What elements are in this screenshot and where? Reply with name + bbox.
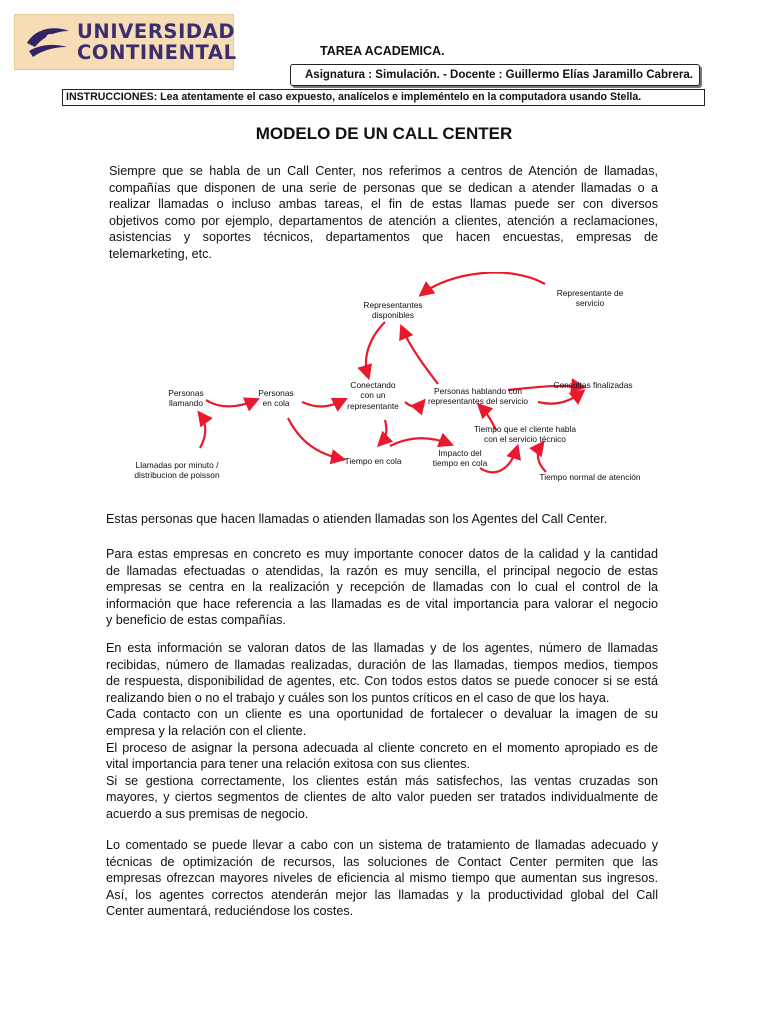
diagram-label-line: Personas — [168, 388, 204, 398]
text-line: técnicas de optimización de recursos, las soluciones de Contact Center permiten que las — [106, 854, 658, 869]
paragraph-datos — [106, 546, 658, 629]
text-line: empresas ofrezcan mayores niveles de eficiencia al mismo tiempo que aumentan sus ingresos. — [106, 871, 658, 886]
text-line: Para estas empresas en concreto es muy importante conocer datos de la calidad y la cantidad — [106, 547, 658, 561]
diagram-label-line: Tiempo que el cliente habla — [473, 424, 577, 434]
text-line: El proceso de asignar la persona adecuada al cliente concreto en el momento apropiado es de — [106, 740, 658, 755]
text-line: compañías que disponen de una serie de personas que se dedican a atender llamadas o a — [109, 180, 658, 195]
text-line: En esta información se valoran datos de las llamadas y de los agentes, número de llamadas — [106, 641, 658, 655]
paragraph-informacion — [106, 640, 658, 823]
arrow-cola-to-tiempo-cola — [288, 418, 342, 459]
text-line: realizar llamadas o incluso ambas tareas, el fin de estas llamas puede ser con diversos — [109, 197, 658, 212]
diagram-label-line: Personas hablando con — [433, 386, 522, 396]
arrow-conectando-to-hablando — [405, 402, 423, 407]
text-line: telemarketing, etc. — [109, 246, 212, 261]
diagram-label-line: disponibles — [372, 310, 414, 321]
text-line: información que hace referencia a las llamadas es de vital importancia para valorar el negocio — [106, 596, 658, 611]
diagram-label-line: Consultas finalizadas — [553, 380, 633, 390]
text-line: empresas se centra en la realización y recepción de llamadas con lo cual el control de la — [106, 580, 658, 595]
diagram-label-line: distribucion de poisson — [134, 470, 220, 481]
university-emblem-icon — [23, 21, 73, 63]
text-line: objetivos como por ejemplo, departamentos de atención a clientes, atención a reclamaciones, — [109, 213, 658, 228]
diagram-label-line: Conectando — [350, 380, 396, 390]
diagram-label-consultas-finalizadas — [553, 380, 632, 390]
university-logo — [14, 14, 237, 70]
call-center-diagram — [100, 272, 680, 492]
text-line: realizando bien o no el trabajo y cuáles son los puntos críticos en el caso de que los haya. — [106, 690, 610, 705]
paragraph-agentes: Estas personas que hacen llamadas o atienden llamadas son los Agentes del Call Center. — [106, 512, 608, 526]
diagram-label-tiempo-normal — [539, 472, 640, 482]
diagram-label-line: Llamadas por minuto / — [135, 460, 219, 470]
diagram-label-line: en cola — [262, 398, 290, 409]
diagram-label-line: Impacto del — [438, 448, 482, 458]
diagram-label-line: servicio — [575, 298, 605, 309]
text-line: y beneficio de estas compañías. — [106, 613, 286, 628]
arrow-tiempo-cola-to-impacto — [390, 438, 450, 446]
diagram-label-line: con el servicio técnico — [484, 434, 566, 445]
diagram-label-llamadas-por-minuto — [134, 460, 219, 481]
paragraph-intro — [109, 163, 658, 263]
text-line: empresa y la relación con el cliente. — [106, 723, 307, 738]
text-line: Siempre que se habla de un Call Center, nos referimos a centros de Atención de llamadas, — [109, 164, 658, 178]
text-line: acuerdo a sus premisas de negocio. — [106, 806, 309, 821]
text-line: de respuesta, disponibilidad de agentes, etc. Con todos estos datos se puede conocer si se está — [106, 674, 658, 689]
text-line: Si se gestiona correctamente, los clientes están más satisfechos, las ventas cruzadas son — [106, 773, 658, 788]
logo-line-2: CONTINENTAL — [77, 41, 237, 64]
diagram-label-tiempo-cliente-habla — [474, 424, 576, 445]
paragraph-sistema — [106, 837, 658, 920]
diagram-label-personas-llamando — [168, 388, 203, 409]
asignatura-box: Asignatura : Simulación. - Docente : Guillermo Elías Jaramillo Cabrera. — [290, 64, 700, 86]
text-line: mayores, y ciertos segmentos de clientes de alto valor pueden ser tratados individualmente de — [106, 790, 658, 805]
diagram-label-line: representantes del servicio — [427, 396, 529, 407]
document-title: MODELO DE UN CALL CENTER — [255, 124, 513, 143]
tarea-heading: TAREA ACADEMICA. — [320, 44, 445, 58]
logo-line-1: UNIVERSIDAD — [77, 20, 236, 43]
text-line: Center aumentará, reduciéndose los costes. — [106, 904, 354, 919]
text-line: Cada contacto con un cliente es una oportunidad de fortalecer o devaluar la imagen de su — [106, 707, 658, 722]
diagram-label-line: representante — [347, 400, 399, 411]
diagram-label-line: llamando — [168, 398, 203, 409]
diagram-label-line: Personas — [258, 388, 294, 398]
text-line: recibidas, número de llamadas realizadas, duración de las llamadas, tiempos medios, tiempos — [106, 657, 658, 672]
arrow-llamando-to-cola — [206, 400, 256, 406]
arrow-conectando-to-tiempo-cola — [380, 420, 386, 444]
diagram-label-line: Representantes — [363, 300, 423, 310]
diagram-label-line: Tiempo normal de atención — [539, 472, 641, 482]
arrow-hablando-to-finalizadas — [538, 392, 582, 404]
arrow-cola-to-conectando — [302, 400, 344, 406]
text-line: Lo comentado se puede llevar a cabo con un sistema de tratamiento de llamadas adecuado y — [106, 838, 658, 852]
diagram-label-conectando — [347, 380, 399, 411]
diagram-label-line: tiempo en cola — [432, 458, 488, 469]
text-line: Así, los agentes correctos atenderán mejor las llamadas y la productividad global del Call — [106, 887, 658, 902]
diagram-label-tiempo-en-cola — [345, 456, 402, 466]
arrow-servicio-to-disponibles — [422, 273, 545, 294]
diagram-label-representante-servicio — [557, 288, 624, 309]
diagram-label-personas-en-cola — [258, 388, 293, 409]
arrow-disponibles-to-conectando — [366, 322, 385, 376]
text-line: vital importancia para tener una relación exitosa con sus clientes. — [106, 757, 471, 772]
diagram-label-line: Representante de — [556, 288, 624, 298]
diagram-label-line: con un — [360, 390, 386, 401]
diagram-label-personas-hablando — [428, 386, 528, 407]
text-line: asistencias y soportes técnicos, departamentos que hacen encuestas, empresas de — [109, 230, 658, 245]
diagram-label-impacto-tiempo — [433, 448, 487, 469]
diagram-label-line: Tiempo en cola — [344, 456, 402, 466]
arrow-normal-to-tiempo-habla — [538, 444, 546, 472]
text-line: de llamadas efectuadas o atendidas, la razón es muy sencilla, el principal negocio de estas — [106, 563, 658, 578]
arrow-llamadas-to-llamando — [200, 414, 205, 448]
arrow-hablando-to-disponibles — [402, 328, 438, 384]
diagram-label-representantes-disponibles — [363, 300, 422, 321]
instructions-box: INSTRUCCIONES: Lea atentamente el caso expuesto, analícelos e impleméntelo en la computadora usando Stella. — [62, 89, 705, 106]
